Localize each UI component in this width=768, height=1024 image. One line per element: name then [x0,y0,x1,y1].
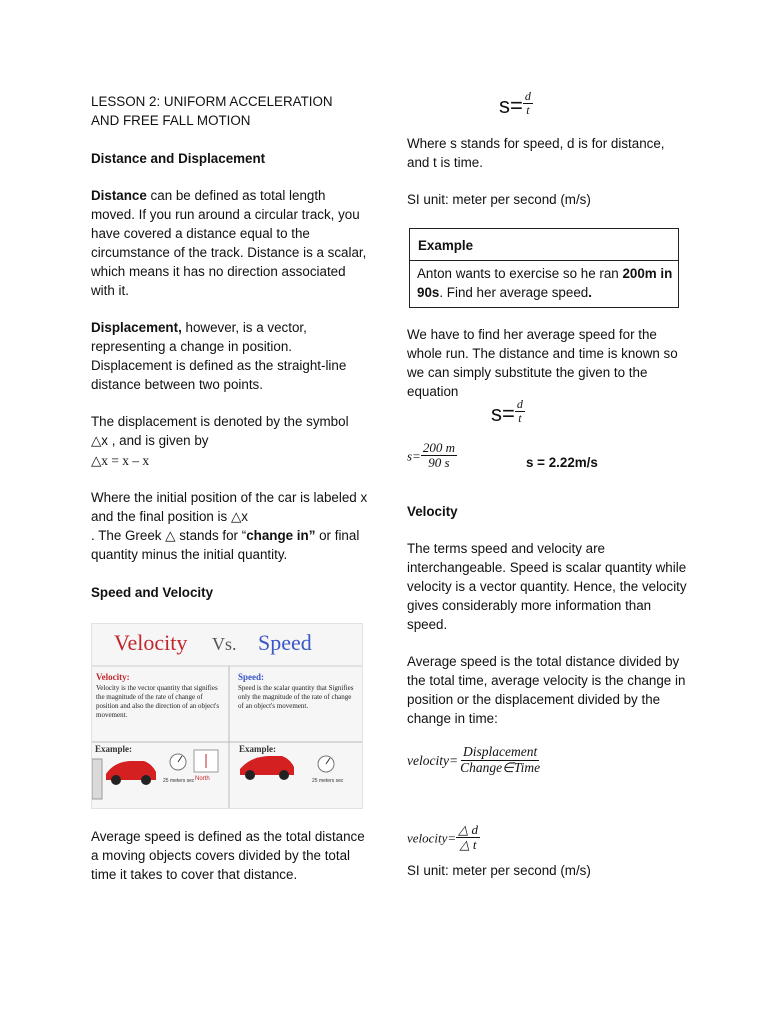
illus-north-text: North [195,776,210,782]
gauge-icon-left [170,754,186,770]
vel2-lhs: velocity= [407,830,457,846]
result-text: s = 2.22m/s [526,455,598,470]
distance-text: can be defined as total length moved. If you run around a circular track, you have covered a distance equal to the circumstance of the track. Distance is a scalar, which means it has no direction associated with it. [91,188,367,298]
where-s-paragraph: Where s stands for speed, d is for distance, and t is time. [407,136,665,170]
vel1-den: Change∈Time [460,759,541,775]
si-unit-2: SI unit: meter per second (m/s) [407,863,591,878]
example-mid: . Find her average speed [439,285,589,300]
illus-gauge-left-text: 25 meters sec [163,778,195,784]
speed-formula-top [499,89,533,123]
greek-delta-text [91,526,373,564]
illus-velocity-label: Velocity: [96,672,130,682]
symbol-text-a: The displacement is denoted by the symbol [91,414,349,429]
distance-term: Distance [91,188,147,203]
displacement-formula: △x = x – x [91,453,150,468]
example-box [409,228,679,308]
lesson-title-line2: AND FREE FALL MOTION [91,113,251,128]
heading-distance-displacement: Distance and Displacement [91,151,266,166]
illus-title-vs: Vs. [212,634,237,654]
gauge-icon-right [318,756,334,772]
velocity-formula-1 [407,745,542,776]
velocity-formula-2 [407,823,480,853]
illus-gauge-right-text: 25 meters sec [312,778,344,784]
vel2-den: △ t [459,837,477,853]
lesson-title-line1: LESSON 2: UNIFORM ACCELERATION [91,94,333,109]
heading-velocity: Velocity [407,504,458,519]
speed-formula-s: s= [499,93,523,119]
calc-s: s= [407,448,421,464]
calc-formula [407,441,457,471]
greek-post: or final quantity minus the initial quantity. [91,528,360,562]
heading-speed-velocity: Speed and Velocity [91,585,214,600]
greek-bold: change in” [246,528,316,543]
calc-den: 90 s [428,455,450,471]
vel2-num: △ d [458,822,478,837]
speed-formula-mid-s: s= [491,401,515,427]
distance-paragraph [91,186,373,300]
example-bold: 200m in 90s [417,266,673,300]
speed-formula-t: t [526,103,530,118]
greek-pre: . The Greek △ stands for “ [91,528,247,543]
avg-velocity-paragraph: Average speed is the total distance divided by the total time, average velocity is the change in position or the displacement divided by the change in time: [407,654,686,726]
example-header: Example [418,238,474,253]
displacement-text: however, is a vector, representing a change in position. Displacement is defined as the straight-line distance between two points. [91,320,347,392]
find-avg-speed-paragraph: We have to find her average speed for the whole run. The distance and time is known so we can simply substitute the given to the equation [407,327,678,399]
example-pre: Anton wants to exercise so he ran [417,266,623,281]
example-bold-end: . [588,285,592,300]
illus-example-left: Example: [95,744,132,754]
calc-num: 200 m [422,440,455,455]
velocity-vs-speed-illustration [91,623,363,809]
vel1-num: Displacement [462,744,538,759]
si-unit-1: SI unit: meter per second (m/s) [407,192,591,207]
speed-formula-d: d [524,89,531,103]
vel1-lhs: velocity= [407,752,459,768]
compass-icon [194,750,218,772]
illus-example-right: Example: [239,744,276,754]
illus-speed-label: Speed: [238,672,265,682]
illus-title-speed: Speed [258,630,312,655]
displacement-paragraph [91,318,373,394]
symbol-text-b: △x , and is given by [91,433,209,448]
speed-formula-mid-t: t [518,411,522,426]
example-text [417,264,675,302]
illus-velocity-desc: Velocity is the vector quantity that signifies the magnitude of the rate of change of position and also the direction of an object's movement. [96,684,220,719]
velocity-paragraph: The terms speed and velocity are interchangeable. Speed is scalar quantity while velocity is a vector quantity. Hence, the velocity gives considerably more information than speed. [407,541,687,632]
avg-speed-paragraph: Average speed is defined as the total distance a moving objects covers divided by the total time it takes to cover that distance. [91,829,365,882]
displacement-term: Displacement, [91,320,182,335]
speed-formula-middle [491,397,525,431]
speed-formula-mid-d: d [516,397,523,411]
where-initial-position: Where the initial position of the car is labeled x and the final position is △x [91,490,368,524]
illus-title-velocity: Velocity [114,630,188,655]
illus-speed-desc: Speed is the scalar quantity that Signifies only the magnitude of the rate of change of an object's movement. [238,684,354,710]
